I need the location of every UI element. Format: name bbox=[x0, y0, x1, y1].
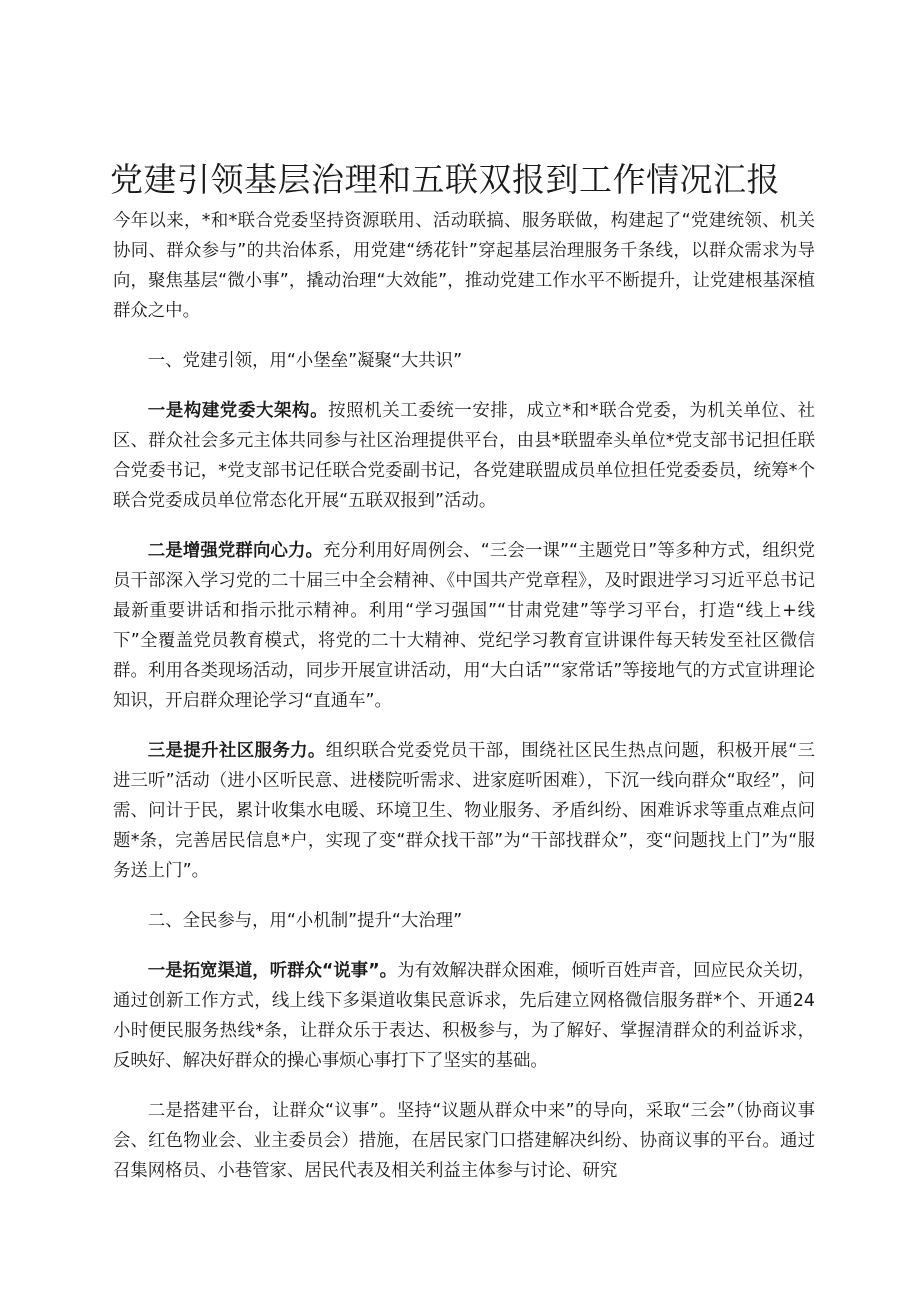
section-1-paragraph-3-lead: 三是提升社区服务力。 bbox=[147, 741, 326, 761]
section-1-paragraph-1-text: 按照机关工委统一安排，成立*和*联合党委，为机关单位、社区、群众社会多元主体共同参与社区治理提供平台，由县*联盟牵头单位*党支部书记担任联合党委书记，*党支部书记任联合党委副书记，各党建联盟成员单位担任党委委员，统筹*个联合党委成员单位常态化开展“五联双报到”活动。 bbox=[113, 401, 815, 511]
section-2-paragraph-2: 二是搭建平台，让群众“议事”。坚持“议题从群众中来”的导向，采取“三会”（协商议事会、红色物业会、业主委员会）措施，在居民家门口搭建解决纠纷、协商议事的平台。通过召集网格员、小巷管家、居民代表及相关利益主体参与讨论、研究 bbox=[113, 1101, 815, 1181]
section-2-paragraph-1-text: 为有效解决群众困难，倾听百姓声音，回应民众关切，通过创新工作方式，线上线下多渠道收集民意诉求，先后建立网格微信服务群*个、开通24小时便民服务热线*条，让群众乐于表达、积极参与，为了解好、掌握清群众的利益诉求，反映好、解决好群众的操心事烦心事打下了坚实的基础。 bbox=[113, 961, 815, 1071]
section-2-paragraph-1 bbox=[113, 956, 815, 1076]
section-2-paragraph-1-lead: 一是拓宽渠道，听群众“说事”。 bbox=[147, 961, 398, 981]
document-title: 党建引领基层治理和五联双报到工作情况汇报 bbox=[110, 160, 780, 199]
section-1-paragraph-2-text: 充分利用好周例会、“三会一课”“主题党日”等多种方式，组织党员干部深入学习党的二十届三中全会精神、《中国共产党章程》，及时跟进学习习近平总书记最新重要讲话和指示批示精神。利用“学习强国”“甘肃党建”等学习平台，打造“线上+线下”全覆盖党员教育模式，将党的二十大精神、党纪学习教育宣讲课件每天转发至社区微信群。利用各类现场活动，同步开展宣讲活动，用“大白话”“家常话”等接地气的方式宣讲理论知识，开启群众理论学习“直通车”。 bbox=[113, 541, 815, 711]
section-1-paragraph-1 bbox=[113, 396, 815, 516]
section-1-paragraph-1-lead: 一是构建党委大架构。 bbox=[147, 401, 329, 421]
intro-paragraph: 今年以来，*和*联合党委坚持资源联用、活动联搞、服务联做，构建起了“党建统领、机关协同、群众参与”的共治体系，用党建“绣花针”穿起基层治理服务千条线，以群众需求为导向，聚焦基层“微小事”，撬动治理“大效能”，推动党建工作水平不断提升，让党建根基深植群众之中。 bbox=[113, 211, 815, 321]
section-1-paragraph-3-text: 组织联合党委党员干部，围绕社区民生热点问题，积极开展“三进三听”活动（进小区听民意、进楼院听需求、进家庭听困难），下沉一线向群众“取经”，问需、问计于民，累计收集水电暖、环境卫生、物业服务、矛盾纠纷、困难诉求等重点难点问题*条，完善居民信息*户，实现了变“群众找干部”为“干部找群众”，变“问题找上门”为“服务送上门”。 bbox=[113, 741, 815, 881]
section-1-paragraph-3 bbox=[113, 736, 815, 886]
document-body bbox=[113, 206, 815, 1186]
section-1-heading: 一、党建引领，用“小堡垒”凝聚“大共识” bbox=[147, 351, 463, 371]
section-2-heading: 二、全民参与，用“小机制”提升“大治理” bbox=[147, 911, 463, 931]
section-1-paragraph-2-lead: 二是增强党群向心力。 bbox=[147, 541, 324, 561]
section-1-paragraph-2 bbox=[113, 536, 815, 716]
